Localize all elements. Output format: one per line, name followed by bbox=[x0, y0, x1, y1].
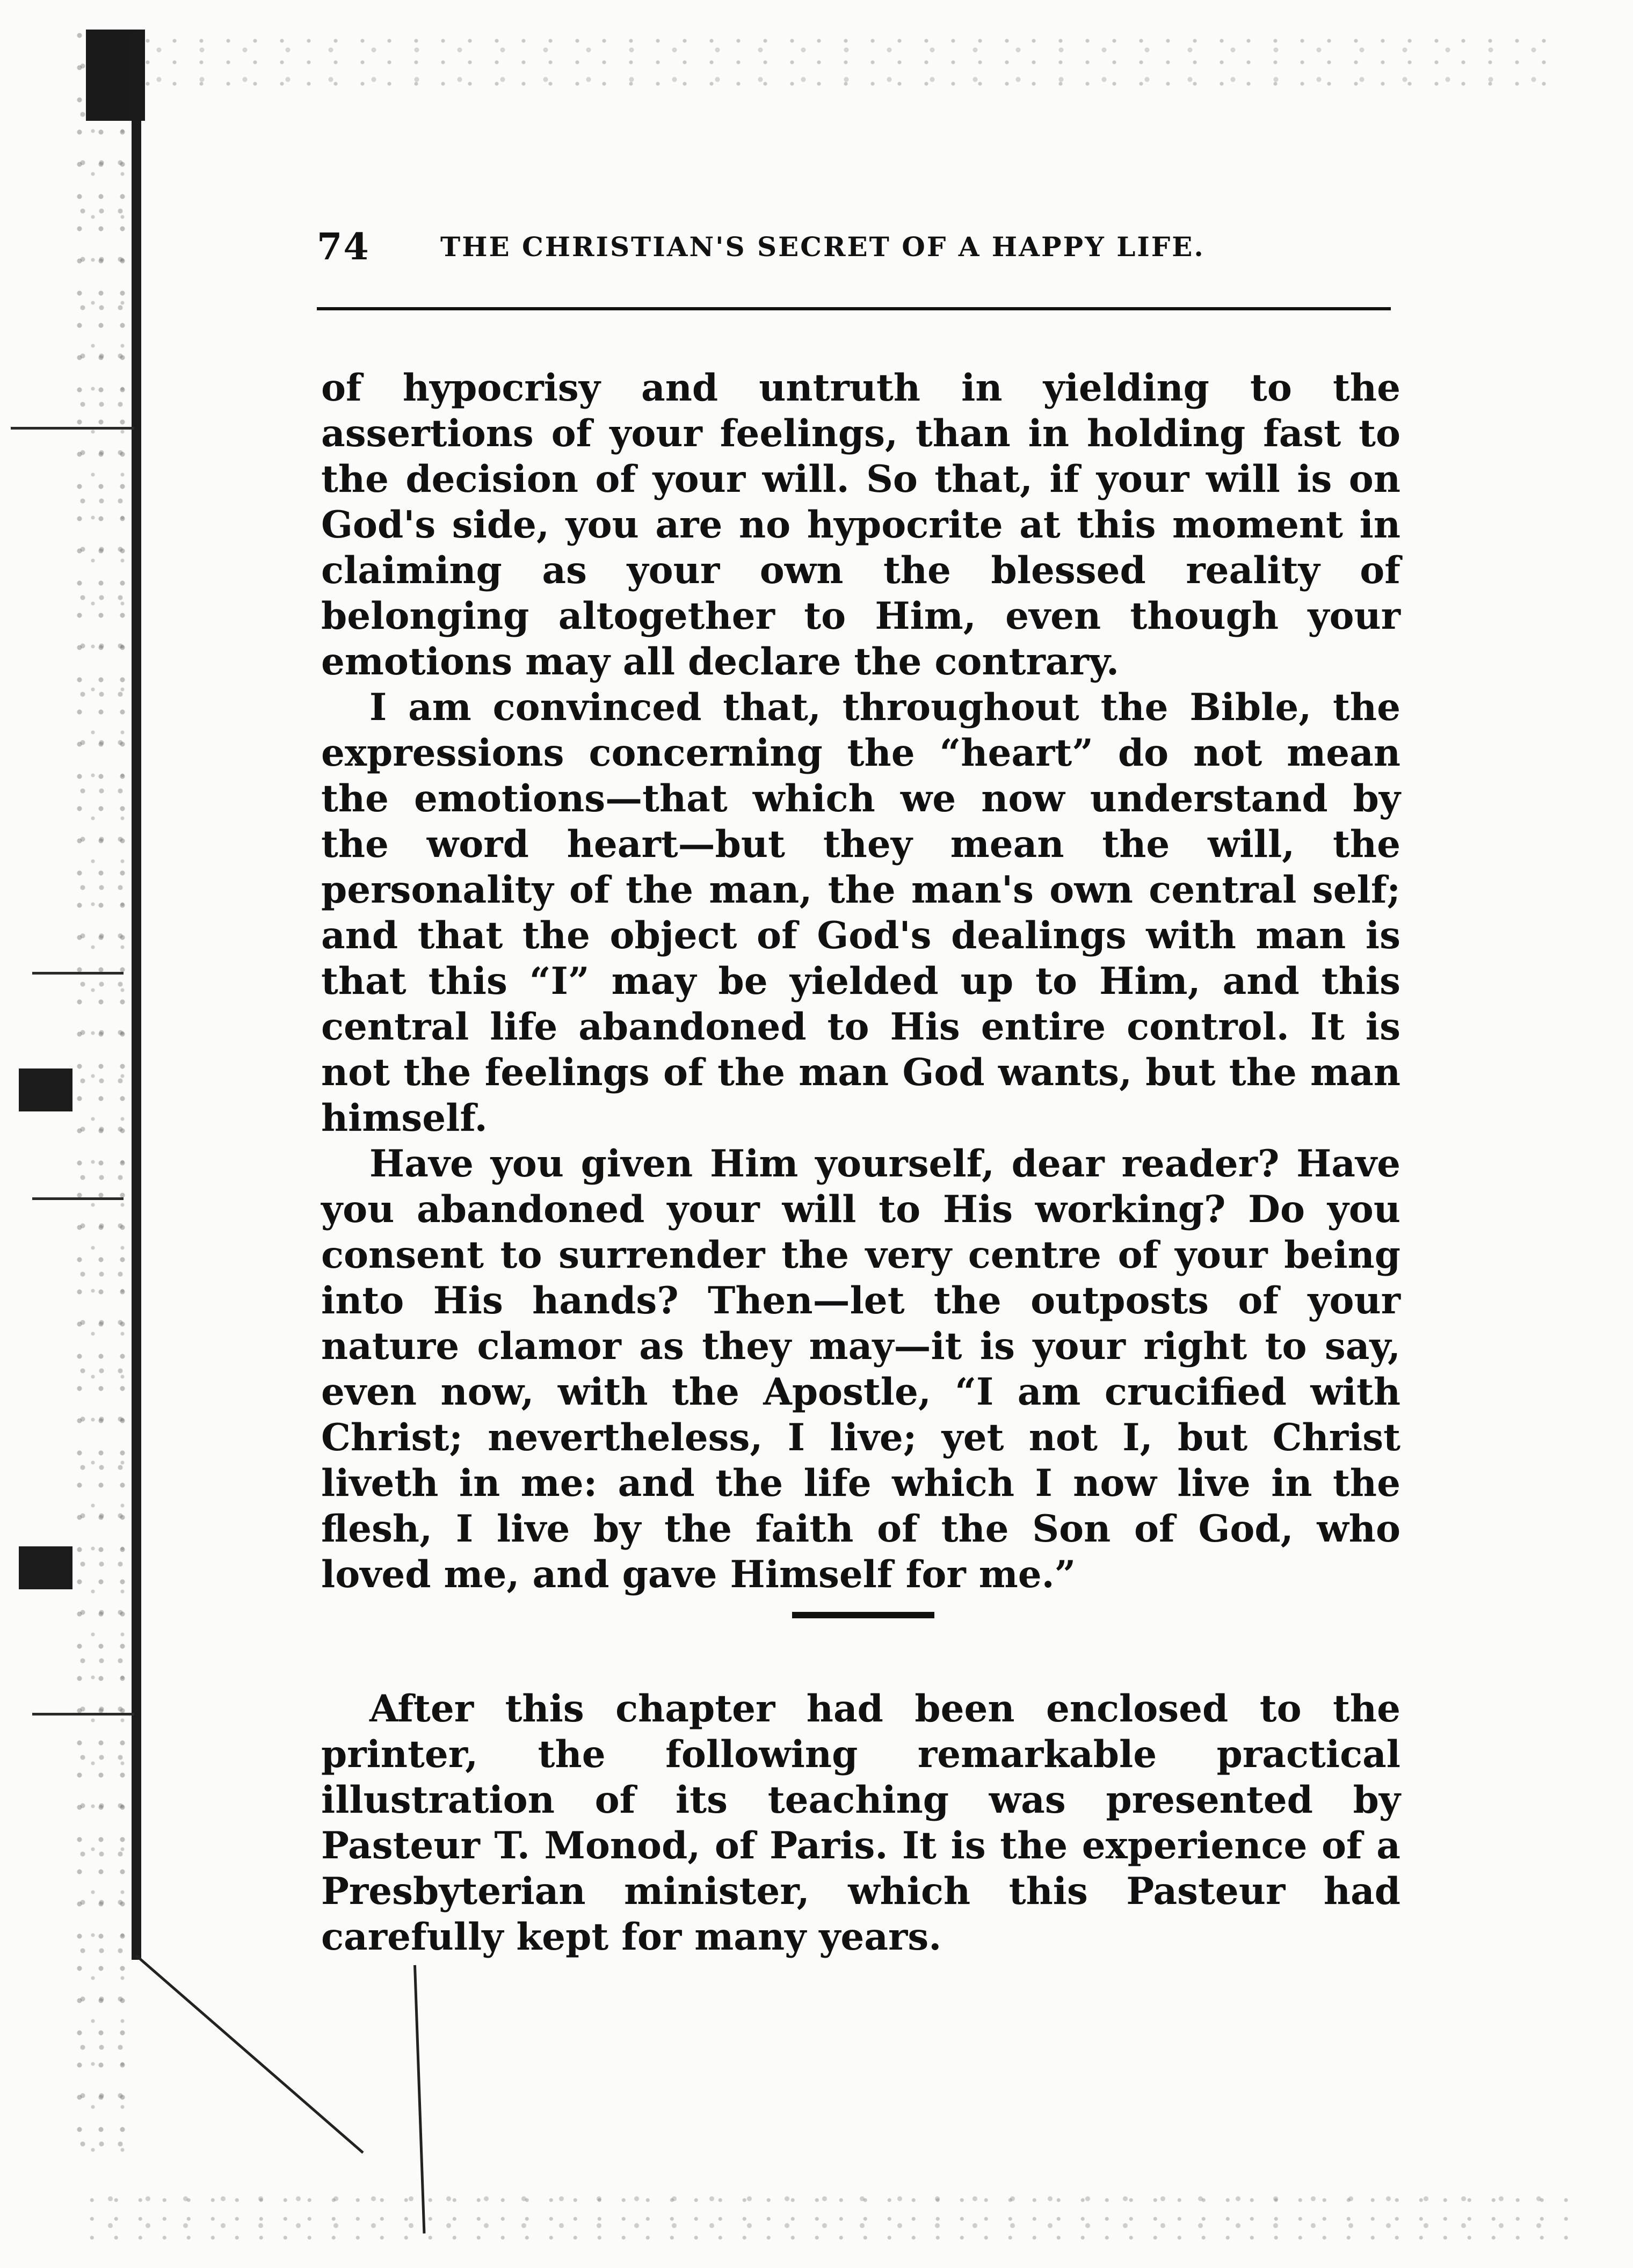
header-rule bbox=[317, 307, 1391, 310]
running-header bbox=[317, 226, 1391, 274]
margin-mark bbox=[11, 427, 134, 430]
scan-noise-bottom bbox=[86, 2191, 1568, 2250]
postscript-text bbox=[321, 1686, 1400, 1960]
section-divider bbox=[792, 1612, 934, 1618]
margin-mark bbox=[32, 1713, 134, 1715]
scan-noise-top bbox=[86, 32, 1568, 91]
page-number: 74 bbox=[317, 226, 370, 268]
margin-block-mark bbox=[19, 1068, 72, 1111]
scan-binding-edge bbox=[132, 32, 141, 1960]
paragraph: After this chapter had been enclosed to the printer, the following remarkable practical illustration of its teaching was presented by Pasteur T. Monod, of Paris. It is the experience of a Presbyterian minister, which this Pasteur had carefully kept for many years. bbox=[321, 1687, 1400, 1959]
margin-mark bbox=[32, 972, 124, 975]
paragraph: Have you given Him yourself, dear reader? Have you abandoned your will to His working? Do you consent to surrender the very centre of your being into His hands? Then—let the outposts of your nature clamor as they may—it is your right to say, even now, with the Apostle, “I am crucified with Christ; nevertheless, I live; yet not I, but Christ liveth in me: and the life which I now live in the flesh, I live by the faith of the Son of God, who loved me, and gave Himself for me.” bbox=[321, 1142, 1400, 1596]
scan-noise-left bbox=[75, 32, 134, 2153]
margin-mark bbox=[32, 1197, 124, 1200]
body-text bbox=[321, 365, 1400, 1597]
paragraph: of hypocrisy and untruth in yielding to the assertions of your feelings, than in holding fast to the decision of your will. So that, if your will is on God's side, you are no hypocrite at this moment in claiming as your own the blessed reality of belonging altogether to Him, even though your emotions may all declare the contrary. bbox=[321, 366, 1400, 684]
running-head-title: THE CHRISTIAN'S SECRET OF A HAPPY LIFE. bbox=[440, 231, 1205, 263]
paragraph: I am convinced that, throughout the Bible, the expressions concerning the “heart” do not mean the emotions—that which we now understand by the word heart—but they mean the will, the personality of the man, the man's own central self; and that the object of God's dealings with man is that this “I” may be yielded up to Him, and this central life abandoned to His entire control. It is not the feelings of the man God wants, but the man himself. bbox=[321, 686, 1400, 1140]
margin-block-mark bbox=[19, 1546, 72, 1589]
scan-crease-line bbox=[135, 1954, 364, 2154]
